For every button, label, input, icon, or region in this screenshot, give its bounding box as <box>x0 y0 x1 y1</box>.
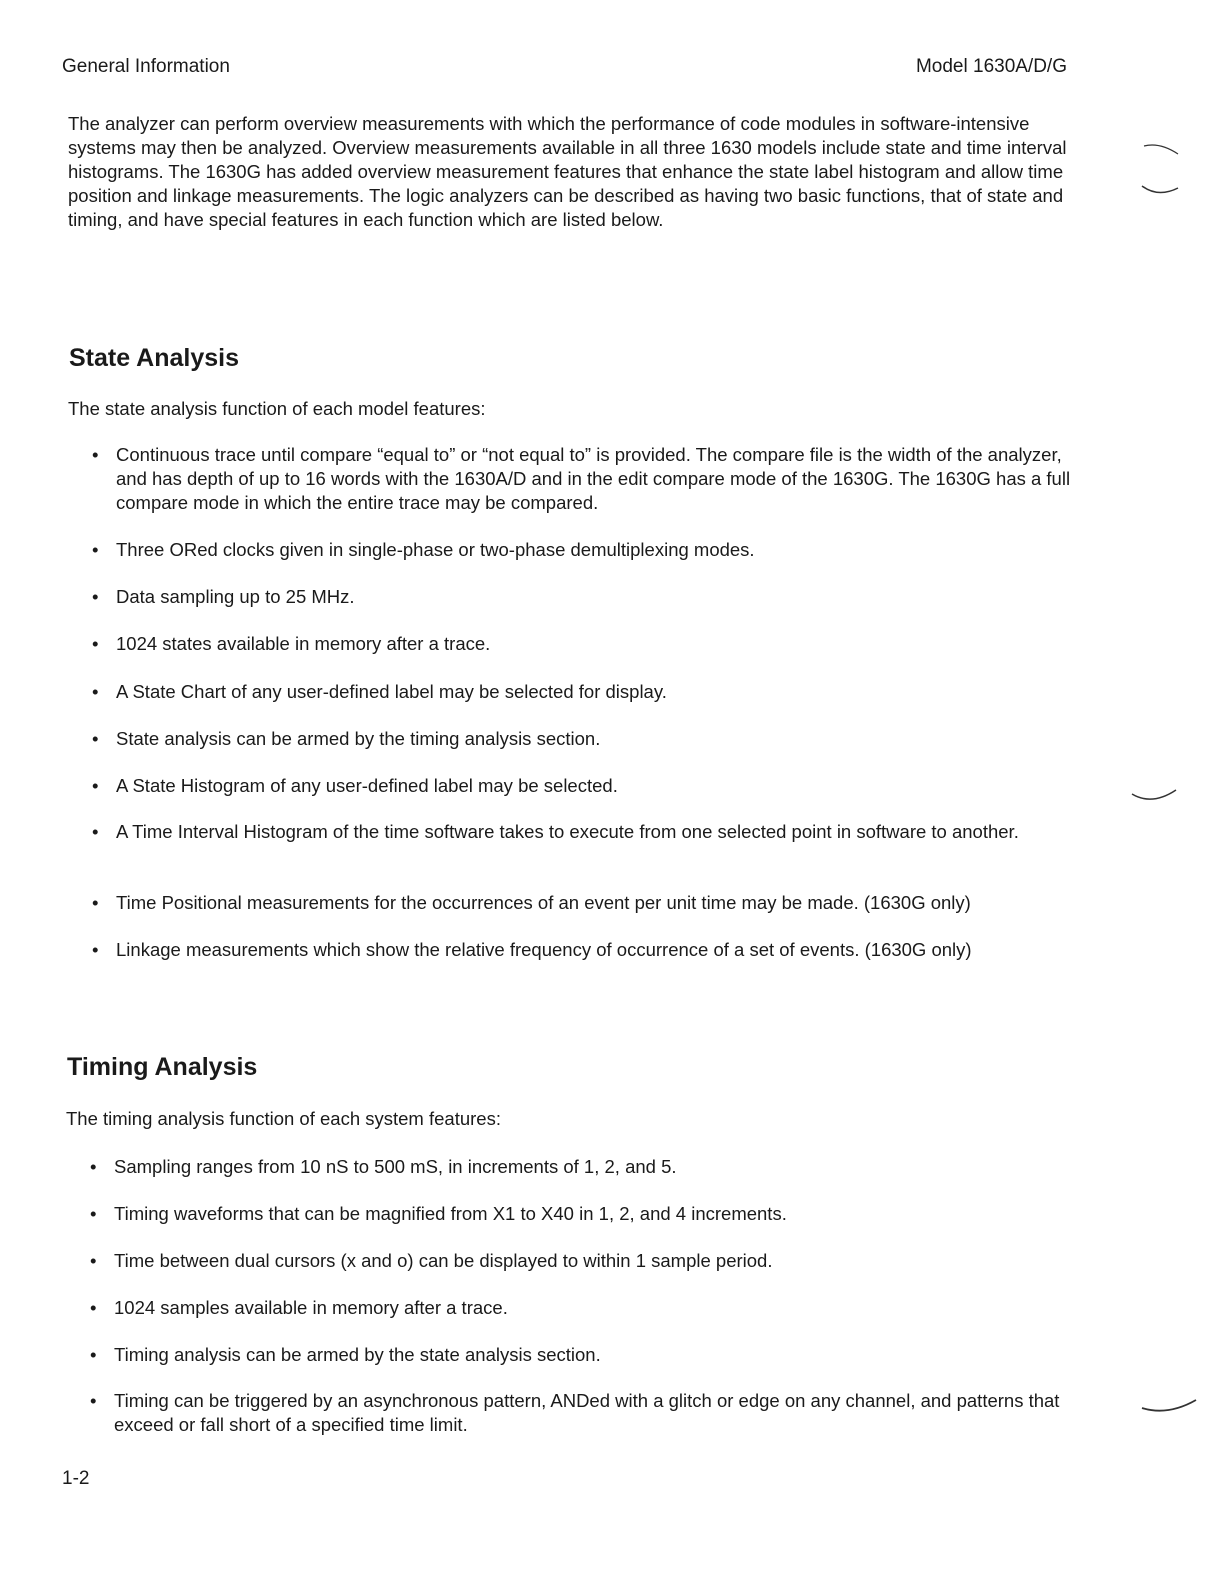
list-item: • Time Positional measurements for the occurrences of an event per unit time may be made. (1630G only) <box>92 892 971 913</box>
change-bar-mark <box>1138 1390 1202 1420</box>
list-item: • Data sampling up to 25 MHz. <box>92 586 355 607</box>
bullet: • <box>92 681 99 702</box>
list-item: • Timing waveforms that can be magnified from X1 to X40 in 1, 2, and 4 increments. <box>90 1203 787 1224</box>
bullet: • <box>90 1390 97 1411</box>
list-item: • Sampling ranges from 10 nS to 500 mS, in increments of 1, 2, and 5. <box>90 1156 677 1177</box>
intro-paragraph: The analyzer can perform overview measurements with which the performance of code modules in software-intensive systems may then be analyzed. Overview measurements available in all three 1630 models include state and time interval histograms. The 1630G has added overview measurement features that enhance the state label histogram and allow time position and linkage measurements. The logic analyzers can be described as having two basic functions, that of state and timing, and have special features in each function which are listed below. <box>68 113 1067 230</box>
bullet: • <box>90 1156 97 1177</box>
bullet: • <box>92 892 99 913</box>
list-item: • Timing analysis can be armed by the state analysis section. <box>90 1344 601 1365</box>
running-header-right: Model 1630A/D/G <box>915 56 1067 77</box>
list-item: • A State Chart of any user-defined label may be selected for display. <box>92 681 667 702</box>
list-item: • Timing can be triggered by an asynchronous pattern, ANDed with a glitch or edge on any channel, and patterns that exceed or fall short of a specified time limit. <box>90 1390 1060 1435</box>
list-item: • A State Histogram of any user-defined label may be selected. <box>92 775 618 796</box>
bullet: • <box>90 1297 97 1318</box>
list-item: • State analysis can be armed by the timing analysis section. <box>92 728 601 749</box>
list-item: • Time between dual cursors (x and o) can be displayed to within 1 sample period. <box>90 1250 773 1271</box>
list-item: • 1024 samples available in memory after a trace. <box>90 1297 508 1318</box>
list-item: • Continuous trace until compare “equal to” or “not equal to” is provided. The compare file is the width of the analyzer, and has depth of up to 16 words with the 1630A/D and in the edit compare mode of the 1630G. The 1630G has a full compare mode in which the entire trace may be compared. <box>92 444 1071 513</box>
list-item: • Three ORed clocks given in single-phase or two-phase demultiplexing modes. <box>92 539 755 560</box>
page-number: 1-2 <box>62 1468 90 1489</box>
bullet: • <box>92 586 99 607</box>
state-analysis-lead: The state analysis function of each model features: <box>68 398 486 419</box>
running-header-left: General Information <box>62 56 230 77</box>
timing-analysis-heading: Timing Analysis <box>67 1053 258 1081</box>
list-item: • A Time Interval Histogram of the time software takes to execute from one selected point in software to another. <box>92 821 1019 842</box>
bullet: • <box>92 775 99 796</box>
bullet: • <box>92 728 99 749</box>
bullet: • <box>92 444 99 465</box>
bullet: • <box>90 1203 97 1224</box>
change-bar-mark <box>1128 780 1188 810</box>
bullet: • <box>90 1344 97 1365</box>
bullet: • <box>90 1250 97 1271</box>
bullet: • <box>92 539 99 560</box>
change-bar-mark <box>1140 138 1190 208</box>
list-item: • 1024 states available in memory after a trace. <box>92 633 491 654</box>
bullet: • <box>92 821 99 842</box>
list-item: • Linkage measurements which show the relative frequency of occurrence of a set of events. (1630G only) <box>92 939 972 960</box>
state-analysis-heading: State Analysis <box>69 344 239 372</box>
timing-analysis-lead: The timing analysis function of each system features: <box>66 1108 501 1129</box>
bullet: • <box>92 939 99 960</box>
bullet: • <box>92 633 99 654</box>
